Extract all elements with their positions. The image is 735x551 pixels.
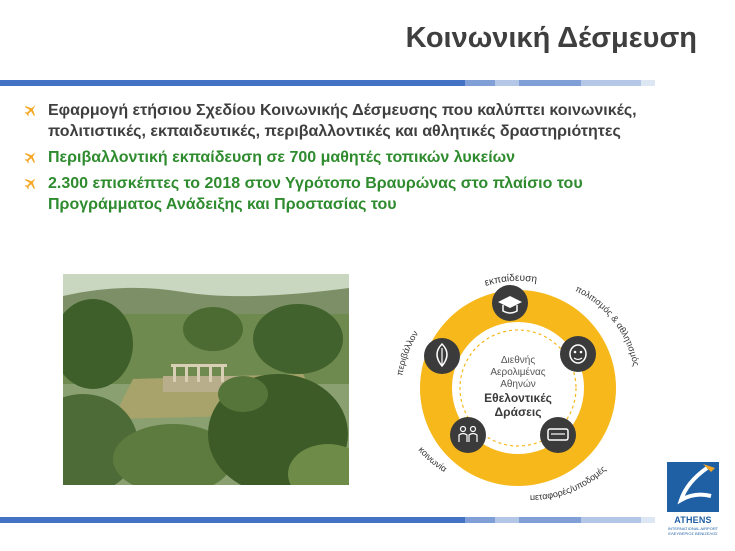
graduation-cap-icon [492,285,528,321]
logo-name: ATHENS [674,515,712,525]
label-society: κοινωνία [416,444,449,474]
center-bold-2: Δράσεις [494,405,542,419]
top-divider-bar [0,80,735,86]
center-line-3: Αθηνών [500,379,536,390]
label-environment: περιβάλλον [394,328,421,377]
theatre-masks-icon [560,336,596,372]
center-line-2: Αερολιμένας [490,367,546,378]
label-transport: μεταφορές/υποδομές [529,463,608,500]
airplane-bullet-icon [24,176,38,190]
airplane-bullet-icon [24,150,38,164]
athens-airport-logo [667,462,719,544]
airplane-bullet-icon [24,103,38,117]
bullet-item-2 [24,147,664,168]
bullet-item-1 [24,100,664,142]
svg-text:περιβάλλον [394,329,420,377]
bottom-divider-bar [0,517,735,523]
label-culture-sports: πολιτισμός & αθλητισμός [573,283,642,368]
logo-mark-icon [667,462,719,512]
label-education: εκπαίδευση [483,272,538,289]
leaf-icon [424,338,460,374]
center-line-1: Διεθνής [500,355,536,366]
logo-subtitle: INTERNATIONAL AIRPORT ΕΛΕΥΘΕΡΙΟΣ ΒΕΝΙΖΕΛΟΣ [667,526,719,536]
people-icon [450,417,486,453]
center-bold-1: Εθελοντικές [484,391,552,405]
bullet-text-1: Εφαρμογή ετήσιου Σχεδίου Κοινωνικής Δέσμευσης που καλύπτει κοινωνικές, πολιτιστικές, εκπαιδευτικές, περιβαλλοντικές και αθλητικές δραστηριότητες [48,102,637,140]
bullet-text-3: 2.300 επισκέπτες το 2018 στον Υγρότοπο Βραυρώνας στο πλαίσιο του Προγράμματος Ανάδειξης και Προστασίας του [48,175,583,213]
bullet-text-2: Περιβαλλοντική εκπαίδευση σε 700 μαθητές τοπικών λυκείων [48,149,516,166]
bullet-list [24,100,664,220]
wetland-photo [63,274,349,485]
volunteer-actions-wheel [388,260,650,500]
bullet-item-3 [24,173,664,215]
bus-icon [540,417,576,453]
slide-title: Κοινωνική Δέσμευση [405,22,697,54]
